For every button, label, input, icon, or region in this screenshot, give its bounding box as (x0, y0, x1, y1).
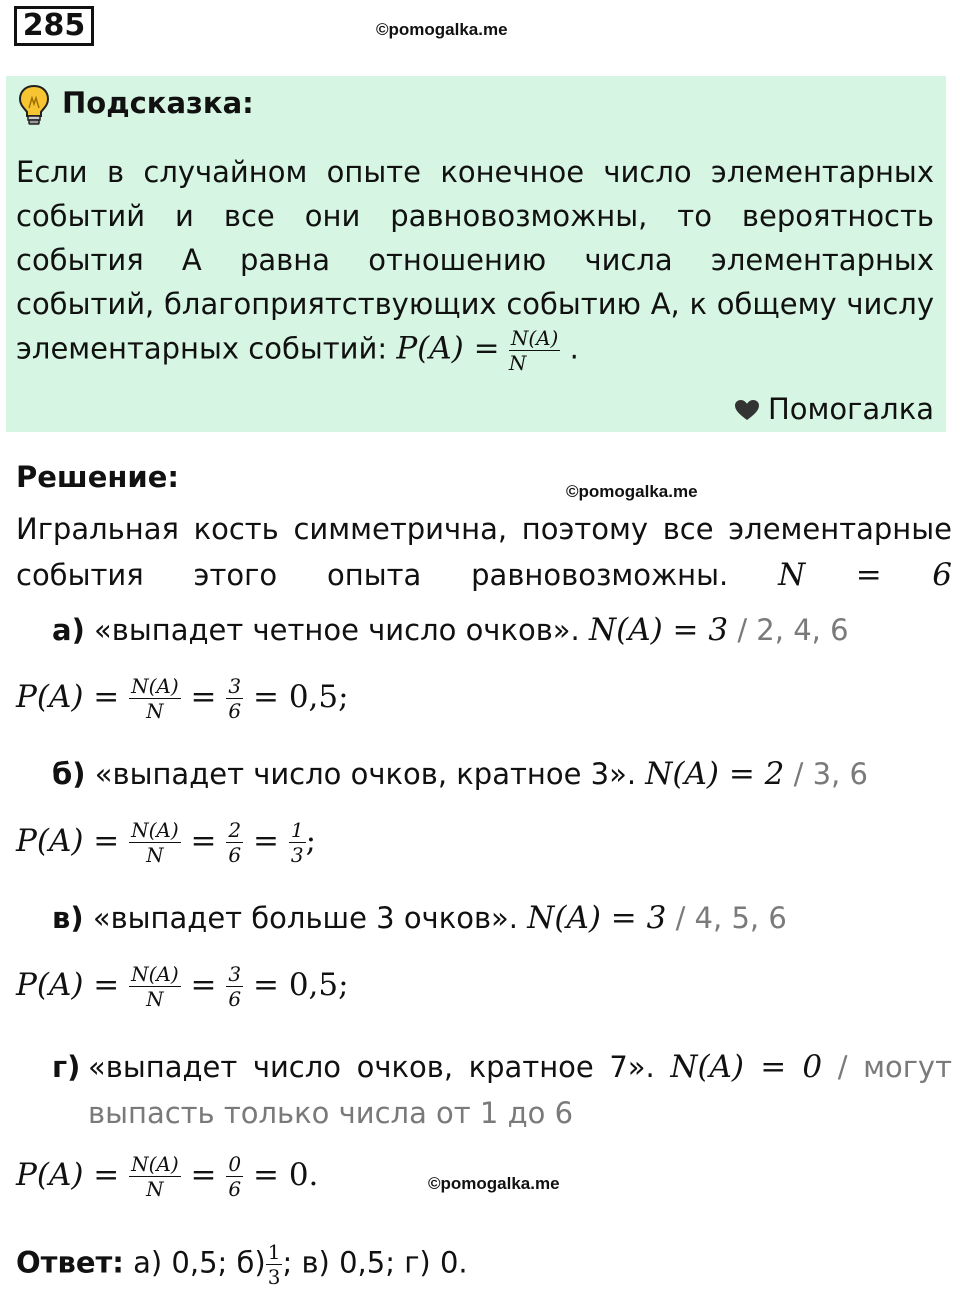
task-number: 285 (14, 6, 94, 46)
item-b-r-den: 3 (290, 843, 304, 867)
item-a-note: / 2, 4, 6 (737, 613, 849, 647)
item-v-formula (16, 962, 349, 1011)
item-b-v-num: 2 (228, 818, 242, 842)
item-v-p-den: N (146, 987, 164, 1011)
answer-den: 3 (267, 1265, 281, 1289)
item-v-v-den: 6 (228, 987, 242, 1011)
item-b-formula (16, 818, 316, 867)
item-v-text: «выпадет больше 3 очков». (92, 901, 519, 935)
item-b-eq: = (190, 823, 217, 859)
signature-text: Помогалка (768, 392, 934, 426)
hint-formula-numerator: N(A) (510, 326, 559, 350)
item-v-p-num: N(A) (131, 962, 179, 986)
item-g-v-den: 6 (228, 1177, 242, 1201)
item-g-line (52, 1044, 952, 1136)
item-a-v-num: 3 (228, 674, 242, 698)
hint-formula-denominator: N (508, 351, 527, 375)
item-b-text: «выпадет число очков, кратное 3». (94, 757, 637, 791)
signature (734, 392, 934, 426)
hint-body: Если в случайном опыте конечное число элементарных событий и все они равновозможны, то вероятность события A равна отношению числа элементарных событий, благоприятствующих событию A, к общему числу элементарных событий: (16, 155, 934, 366)
solution-title: Решение: (16, 460, 180, 494)
hint-formula-fraction (509, 326, 561, 375)
item-a-label: а) (52, 613, 85, 647)
answer-num: 1 (267, 1240, 281, 1264)
item-v-line (52, 900, 787, 936)
item-b-result-eq: = (252, 823, 279, 859)
item-b-v-den: 6 (228, 843, 242, 867)
hint-formula-end: . (569, 331, 579, 366)
item-g-formula (16, 1152, 318, 1201)
item-a-formula (16, 674, 349, 723)
item-g-v-num: 0 (228, 1152, 242, 1176)
item-g-label: г) (52, 1050, 81, 1084)
item-v-p-lhs: P(A) = (16, 967, 120, 1003)
item-v-v-num: 3 (228, 962, 242, 986)
solution-intro-formula: N = 6 (778, 557, 953, 593)
item-g-count: N(A) = 0 (670, 1049, 823, 1085)
hint-title: Подсказка: (62, 86, 254, 120)
item-g-text: «выпадет число очков, кратное 7». (88, 1050, 655, 1084)
item-a-p-lhs: P(A) = (16, 679, 120, 715)
item-a-count: N(A) = 3 (588, 612, 729, 648)
watermark-top: ©pomogalka.me (376, 20, 508, 39)
hint-formula-lhs: P(A) = (396, 330, 500, 367)
item-b-p-lhs: P(A) = (16, 823, 120, 859)
item-b-note: / 3, 6 (793, 757, 868, 791)
item-g-p-num: N(A) (131, 1152, 179, 1176)
item-v-result: = 0,5; (252, 967, 349, 1003)
item-a-eq: = (190, 679, 217, 715)
watermark-middle: ©pomogalka.me (566, 482, 698, 501)
item-b-p-den: N (146, 843, 164, 867)
item-b-label: б) (52, 757, 86, 791)
item-a-line (52, 612, 849, 648)
item-b-line (52, 756, 868, 792)
hint-text (16, 150, 934, 375)
solution-intro (16, 506, 952, 598)
item-a-v-den: 6 (228, 699, 242, 723)
answer-label: Ответ: (16, 1245, 124, 1280)
item-b-result-end: ; (305, 823, 317, 859)
item-g-note: / могут выпасть только числа от 1 до 6 (88, 1050, 952, 1130)
solution-intro-text: Игральная кость симметрична, поэтому все элементарные события этого опыта равновозможны. (16, 512, 952, 592)
item-b-r-num: 1 (290, 818, 304, 842)
answer-line (16, 1240, 468, 1289)
item-a-p-num: N(A) (131, 674, 179, 698)
item-g-p-lhs: P(A) = (16, 1157, 120, 1193)
item-a-p-den: N (146, 699, 164, 723)
item-v-label: в) (52, 901, 84, 935)
item-a-result: = 0,5; (252, 679, 349, 715)
heart-icon (734, 399, 760, 421)
item-v-note: / 4, 5, 6 (675, 901, 787, 935)
watermark-bottom: ©pomogalka.me (428, 1174, 560, 1193)
answer-part2: ; в) 0,5; г) 0. (282, 1245, 468, 1280)
item-b-p-num: N(A) (131, 818, 179, 842)
item-v-eq: = (190, 967, 217, 1003)
item-v-count: N(A) = 3 (527, 900, 667, 936)
answer-part1: а) 0,5; б) (133, 1245, 266, 1280)
lightbulb-icon (18, 84, 50, 126)
item-b-count: N(A) = 2 (645, 756, 785, 792)
item-a-text: «выпадет четное число очков». (94, 613, 580, 647)
item-g-p-den: N (146, 1177, 164, 1201)
item-g-eq: = (190, 1157, 217, 1193)
item-g-result: = 0. (252, 1157, 319, 1193)
